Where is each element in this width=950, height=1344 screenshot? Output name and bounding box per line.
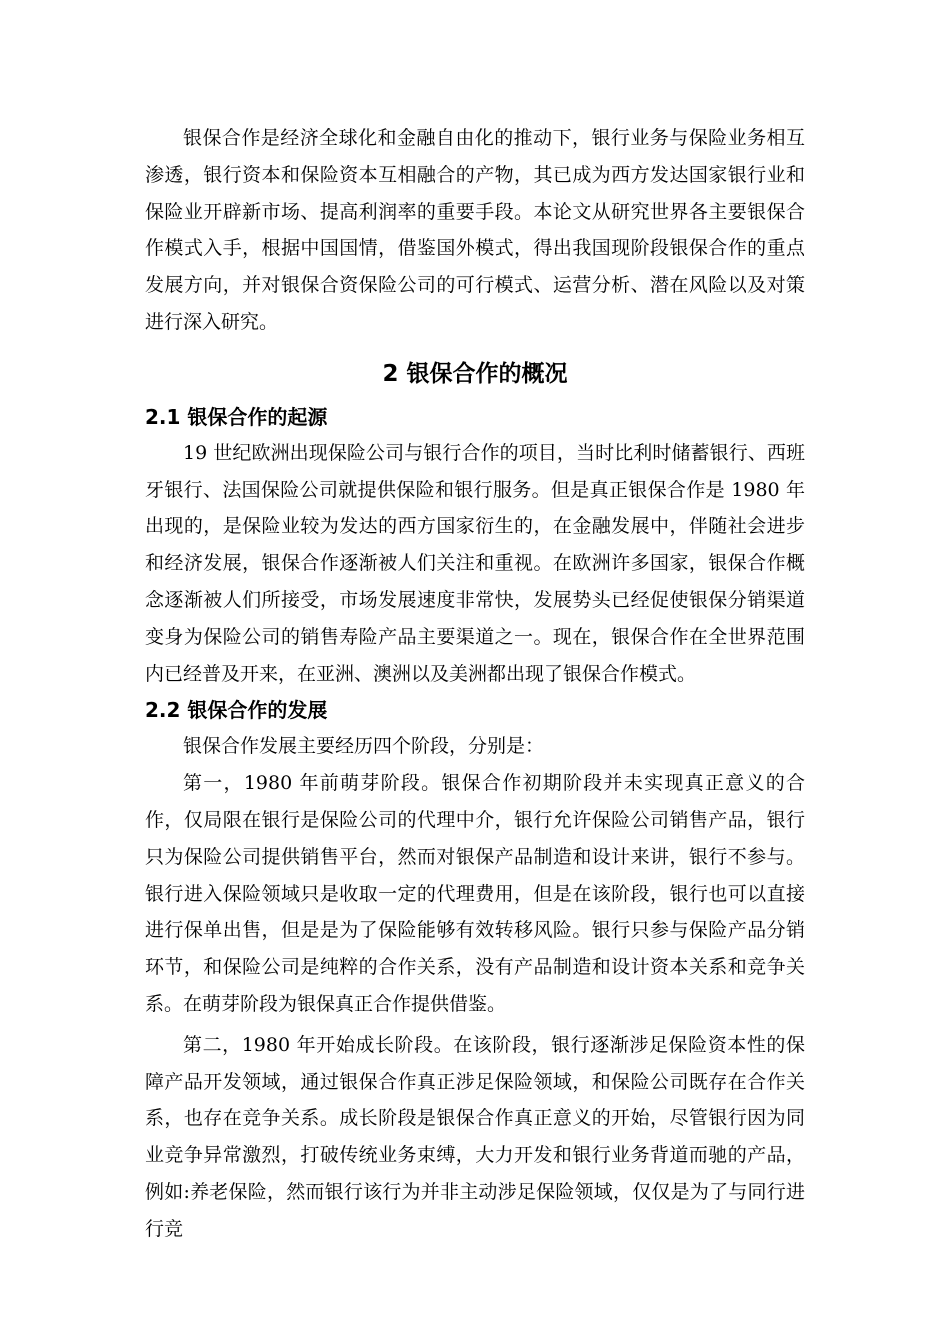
origin-paragraph: 19 世纪欧洲出现保险公司与银行合作的项目，当时比利时储蓄银行、西班牙银行、法国保险公司就提供保险和银行服务。但是真正银保合作是 1980 年出现的，是保险业较为发达的西方国家衍生的，在金融发展中，伴随社会进步和经济发展，银保合作逐渐被人们关注和重视。在欧洲许多国家，银保合作概念逐渐被人们所接受，市场发展速度非常快，发展势头已经促使银保分销渠道变身为保险公司的销售寿险产品主要渠道之一。现在，银保合作在全世界范围内已经普及开来，在亚洲、澳洲以及美洲都出现了银保合作模式。 bbox=[145, 441, 805, 685]
section-title-development: 2.2 银保合作的发展 bbox=[145, 698, 328, 723]
stage-one-paragraph: 第一，1980 年前萌芽阶段。银保合作初期阶段并未实现真正意义的合作，仅局限在银行是保险公司的代理中介，银行允许保险公司销售产品，银行只为保险公司提供销售平台，然而对银保产品制造和设计来讲，银行不参与。银行进入保险领域只是收取一定的代理费用，但是在该阶段，银行也可以直接进行保单出售，但是是为了保险能够有效转移风险。银行只参与保险产品分销环节，和保险公司是纯粹的合作关系，没有产品制造和设计资本关系和竞争关系。在萌芽阶段为银保真正合作提供借鉴。 bbox=[145, 772, 805, 1015]
intro-paragraph: 银保合作是经济全球化和金融自由化的推动下，银行业务与保险业务相互渗透，银行资本和保险资本互相融合的产物，其已成为西方发达国家银行业和保险业开辟新市场、提高利润率的重要手段。本论文从研究世界各主要银保合作模式入手，根据中国国情，借鉴国外模式，得出我国现阶段银保合作的重点发展方向，并对银保合资保险公司的可行模式、运营分析、潜在风险以及对策进行深入研究。 bbox=[145, 127, 805, 333]
development-intro-paragraph: 银保合作发展主要经历四个阶段，分别是： bbox=[183, 735, 545, 758]
section-title-origin: 2.1 银保合作的起源 bbox=[145, 404, 328, 429]
stage-two-paragraph: 第二，1980 年开始成长阶段。在该阶段，银行逐渐涉足保险资本性的保障产品开发领域，通过银保合作真正涉足保险领域，和保险公司既存在合作关系，也存在竞争关系。成长阶段是银保合作真正意义的开始，尽管银行因为同业竞争异常激烈，打破传统业务束缚，大力开发和银行业务背道而驰的产品，例如:养老保险，然而银行该行为并非主动涉足保险领域，仅仅是为了与同行进行竞 bbox=[145, 1033, 805, 1240]
document-page bbox=[145, 120, 805, 1248]
chapter-title: 2 银保合作的概况 bbox=[382, 360, 568, 387]
